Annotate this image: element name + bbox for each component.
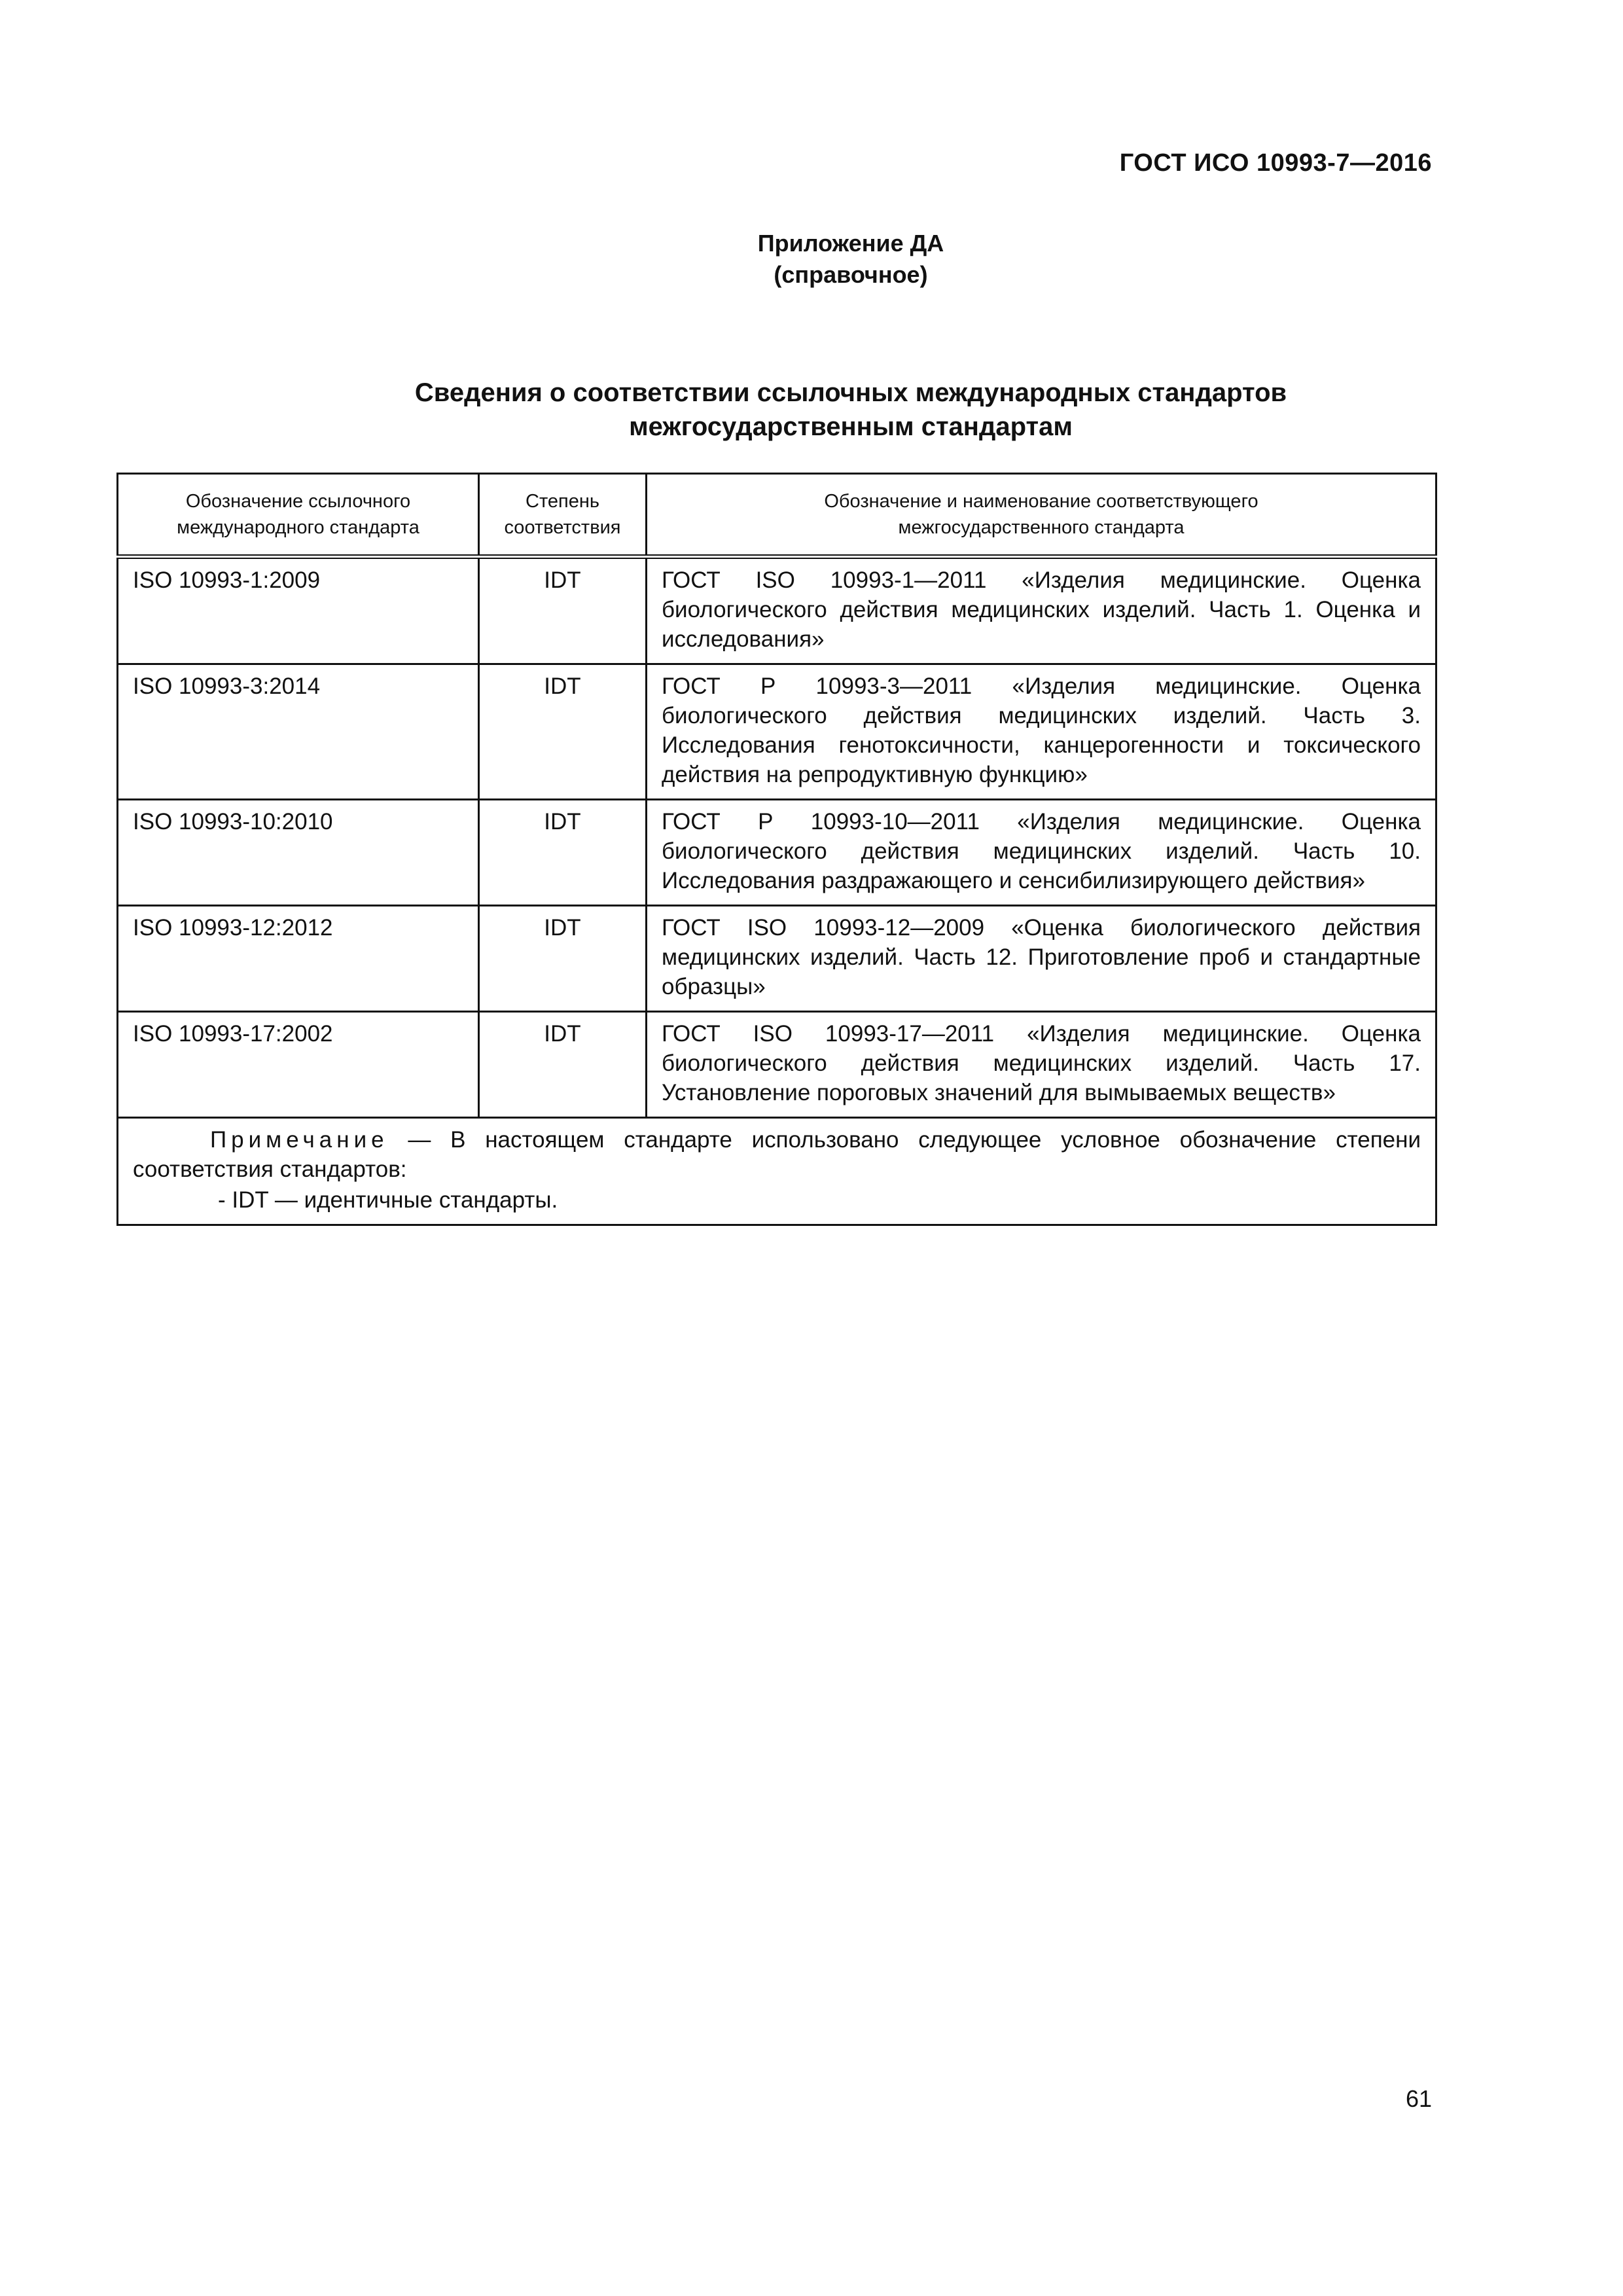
section-title-line1: Сведения о соответствии ссылочных международных стандартов bbox=[414, 378, 1287, 407]
cell-national-standard: ГОСТ ISO 10993-1—2011 «Изделия медицинские. Оценка биологического действия медицинских изделий. Часть 1. Оценка и исследования» bbox=[647, 557, 1436, 664]
cell-degree: IDT bbox=[479, 1012, 647, 1118]
note-list-item: - IDT — идентичные стандарты. bbox=[218, 1187, 558, 1213]
cell-degree: IDT bbox=[479, 800, 647, 906]
note-body: — В настоящем стандарте использовано следующее условное обозначение степени соответствия стандартов: bbox=[133, 1127, 1421, 1182]
cell-international-standard: ISO 10993-10:2010 bbox=[118, 800, 479, 906]
cell-international-standard: ISO 10993-1:2009 bbox=[118, 557, 479, 664]
column-header-degree-line2: соответствия bbox=[504, 517, 621, 538]
column-header-national bbox=[647, 474, 1436, 557]
cell-national-standard: ГОСТ Р 10993-3—2011 «Изделия медицинские. Оценка биологического действия медицинских изделий. Часть 3. Исследования генотоксичности, канцерогенности и токсического действия на репродуктивную функцию» bbox=[647, 664, 1436, 800]
table-header-row bbox=[118, 474, 1436, 557]
table-row bbox=[118, 664, 1436, 800]
cell-international-standard: ISO 10993-12:2012 bbox=[118, 906, 479, 1012]
section-title bbox=[0, 376, 1623, 444]
cell-national-standard: ГОСТ Р 10993-10—2011 «Изделия медицинские. Оценка биологического действия медицинских изделий. Часть 10. Исследования раздражающего и сенсибилизирующего действия» bbox=[647, 800, 1436, 906]
annex-title: Приложение ДА bbox=[757, 230, 944, 257]
annex-heading bbox=[0, 228, 1623, 291]
note-label: Примечание bbox=[210, 1127, 389, 1153]
table-note-row bbox=[118, 1118, 1436, 1225]
section-title-line2: межгосударственным стандартам bbox=[629, 412, 1073, 441]
cell-degree: IDT bbox=[479, 557, 647, 664]
table-row bbox=[118, 906, 1436, 1012]
cell-degree: IDT bbox=[479, 664, 647, 800]
cell-national-standard: ГОСТ ISO 10993-12—2009 «Оценка биологического действия медицинских изделий. Часть 12. Приготовление проб и стандартные образцы» bbox=[647, 906, 1436, 1012]
column-header-international-line1: Обозначение ссылочного bbox=[185, 491, 411, 512]
table-row bbox=[118, 1012, 1436, 1118]
column-header-degree bbox=[479, 474, 647, 557]
page-number: 61 bbox=[1405, 2085, 1432, 2112]
note-text bbox=[133, 1125, 1421, 1184]
table-row bbox=[118, 557, 1436, 664]
annex-kind: (справочное) bbox=[774, 261, 928, 288]
column-header-international-line2: международного стандарта bbox=[177, 517, 419, 538]
table-note bbox=[118, 1118, 1436, 1225]
column-header-national-line1: Обозначение и наименование соответствующего bbox=[824, 491, 1258, 512]
column-header-degree-line1: Степень bbox=[526, 491, 599, 512]
cell-national-standard: ГОСТ ISO 10993-17—2011 «Изделия медицинские. Оценка биологического действия медицинских изделий. Часть 17. Установление пороговых значений для вымываемых веществ» bbox=[647, 1012, 1436, 1118]
cell-international-standard: ISO 10993-3:2014 bbox=[118, 664, 479, 800]
document-code: ГОСТ ИСО 10993-7—2016 bbox=[1119, 149, 1432, 177]
correspondence-table bbox=[116, 473, 1437, 1226]
cell-international-standard: ISO 10993-17:2002 bbox=[118, 1012, 479, 1118]
cell-degree: IDT bbox=[479, 906, 647, 1012]
table-row bbox=[118, 800, 1436, 906]
column-header-national-line2: межгосударственного стандарта bbox=[898, 517, 1185, 538]
column-header-international bbox=[118, 474, 479, 557]
